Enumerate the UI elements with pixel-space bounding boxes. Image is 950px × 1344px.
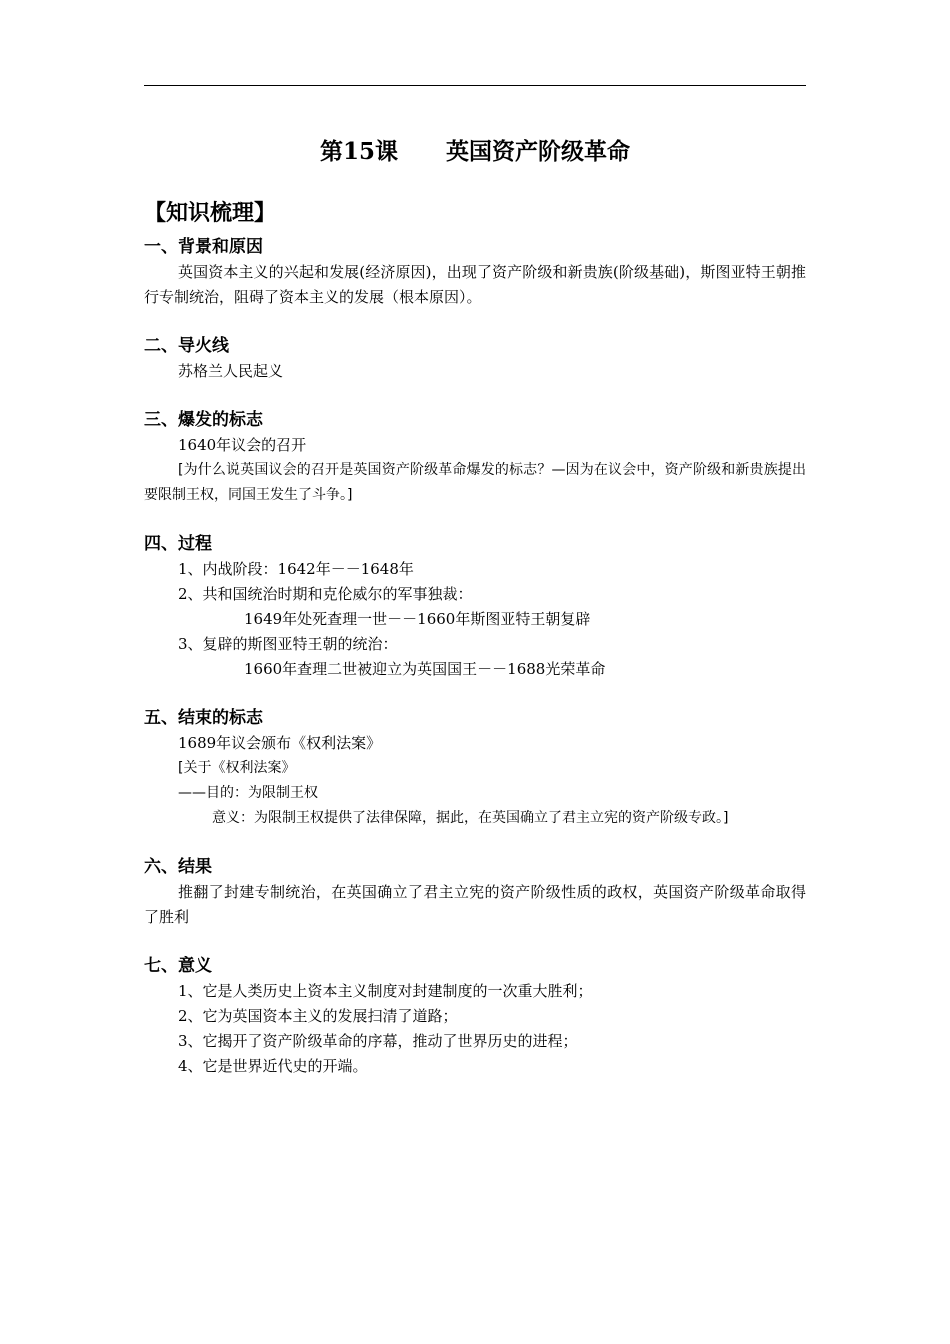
section-text: 苏格兰人民起义 <box>178 362 284 380</box>
section-process <box>144 532 806 682</box>
section-outbreak <box>144 408 806 508</box>
list-item: 3、它揭开了资产阶级革命的序幕，推动了世界历史的进程； <box>178 1032 578 1050</box>
section-heading: 五、结束的标志 <box>144 708 263 728</box>
section-end <box>144 706 806 831</box>
section-background <box>144 235 806 310</box>
section-result <box>144 855 806 930</box>
header-rule <box>144 85 806 86</box>
section-text: 1689年议会颁布《权利法案》 <box>178 734 382 752</box>
list-subitem: 1649年处死查理一世－－1660年斯图亚特王朝复辟 <box>244 610 591 628</box>
list-item: 2、它为英国资本主义的发展扫清了道路； <box>178 1007 458 1025</box>
list-item: 2、共和国统治时期和克伦威尔的军事独裁： <box>178 585 473 603</box>
section-note: 意义：为限制王权提供了法律保障，据此，在英国确立了君主立宪的资产阶级专政。] <box>212 810 729 826</box>
section-note: ——目的：为限制王权 <box>178 785 318 801</box>
knowledge-summary-heading: 【知识梳理】 <box>144 200 277 226</box>
list-subitem: 1660年查理二世被迎立为英国国王－－1688光荣革命 <box>244 660 606 678</box>
page-title <box>0 133 950 166</box>
list-item: 4、它是世界近代史的开端。 <box>178 1057 368 1075</box>
section-significance <box>144 954 806 1079</box>
lesson-title: 英国资产阶级革命 <box>446 138 630 165</box>
section-text: 1640年议会的召开 <box>178 436 307 454</box>
list-item: 1、它是人类历史上资本主义制度对封建制度的一次重大胜利； <box>178 982 593 1000</box>
section-text: 英国资本主义的兴起和发展(经济原因)，出现了资产阶级和新贵族(阶级基础)，斯图亚特王朝推行专制统治，阻碍了资本主义的发展（根本原因）。 <box>144 263 806 306</box>
section-heading: 一、背景和原因 <box>144 237 263 257</box>
section-note: [为什么说英国议会的召开是英国资产阶级革命爆发的标志？—因为在议会中，资产阶级和新贵族提出要限制王权，同国王发生了斗争。] <box>144 462 806 503</box>
document-body <box>144 197 806 1103</box>
list-item: 3、复辟的斯图亚特王朝的统治： <box>178 635 398 653</box>
section-note: [关于《权利法案》 <box>178 760 296 776</box>
section-heading: 三、爆发的标志 <box>144 410 263 430</box>
section-heading: 七、意义 <box>144 956 212 976</box>
section-trigger <box>144 334 806 384</box>
section-text: 推翻了封建专制统治，在英国确立了君主立宪的资产阶级性质的政权，英国资产阶级革命取得了胜利 <box>144 883 806 926</box>
lesson-number: 第15课 <box>319 138 398 165</box>
list-item: 1、内战阶段：1642年－－1648年 <box>178 560 414 578</box>
section-heading: 二、导火线 <box>144 336 229 356</box>
section-heading: 六、结果 <box>144 857 212 877</box>
section-heading: 四、过程 <box>144 534 212 554</box>
